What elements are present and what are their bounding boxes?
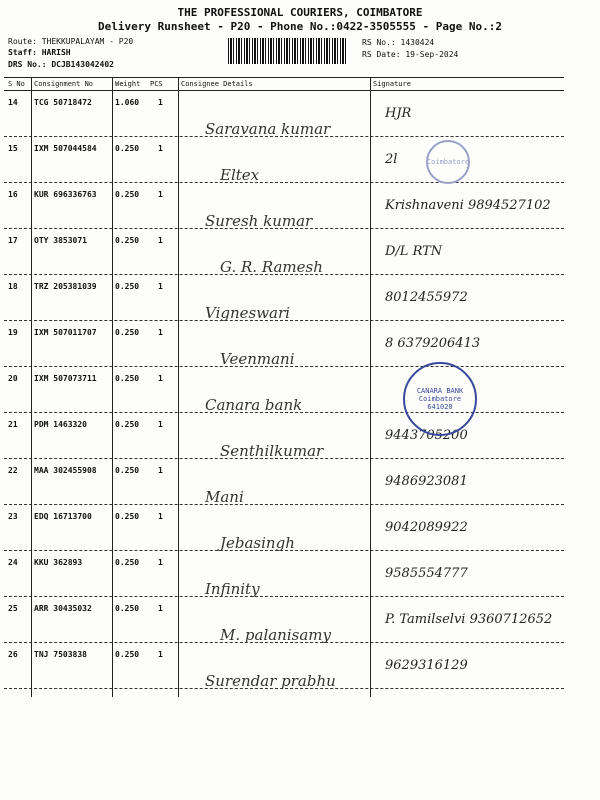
- column-divider: [178, 77, 179, 697]
- row-signature: HJR: [385, 106, 412, 121]
- row-consignment-no: TNJ 7503838: [34, 650, 87, 659]
- row-consignment-no: IXM 507011707: [34, 328, 97, 337]
- row-pcs: 1: [158, 374, 163, 383]
- column-divider: [370, 77, 371, 697]
- row-divider: [4, 136, 564, 137]
- row-weight: 0.250: [115, 420, 140, 429]
- row-consignment-no: TCG 50718472: [34, 98, 92, 107]
- row-pcs: 1: [158, 420, 163, 429]
- row-serial: 25: [8, 604, 18, 613]
- column-divider: [31, 77, 32, 697]
- row-consignee-name: Jebasingh: [220, 534, 295, 552]
- staff-label: Staff: HARISH: [8, 48, 71, 57]
- col-header-consignment: Consignment No: [34, 80, 94, 88]
- row-consignee-name: Infinity: [205, 580, 260, 598]
- row-consignee-name: G. R. Ramesh: [220, 258, 323, 276]
- row-pcs: 1: [158, 236, 163, 245]
- barcode: [228, 38, 348, 64]
- row-divider: [4, 412, 564, 413]
- col-header-signature: Signature: [373, 80, 411, 88]
- row-consignment-no: OTY 3853071: [34, 236, 87, 245]
- row-consignment-no: PDM 1463320: [34, 420, 87, 429]
- header-bottom-border: [4, 90, 564, 91]
- row-consignee-name: Suresh kumar: [205, 212, 313, 230]
- row-serial: 26: [8, 650, 18, 659]
- row-consignee-name: Canara bank: [205, 396, 303, 414]
- row-signature: 9629316129: [385, 658, 468, 673]
- row-signature: 9042089922: [385, 520, 468, 535]
- row-serial: 24: [8, 558, 18, 567]
- row-divider: [4, 320, 564, 321]
- row-pcs: 1: [158, 282, 163, 291]
- row-serial: 16: [8, 190, 18, 199]
- row-pcs: 1: [158, 328, 163, 337]
- company-title: THE PROFESSIONAL COURIERS, COIMBATORE: [177, 6, 423, 19]
- column-divider: [112, 77, 113, 697]
- row-signature: 2l: [385, 152, 398, 167]
- col-header-pcs: PCS: [150, 80, 163, 88]
- bank-stamp: CANARA BANK Coimbatore 641020: [403, 362, 477, 436]
- row-serial: 17: [8, 236, 18, 245]
- row-divider: [4, 550, 564, 551]
- row-divider: [4, 504, 564, 505]
- row-consignment-no: IXM 507044584: [34, 144, 97, 153]
- row-divider: [4, 274, 564, 275]
- row-consignee-name: Vigneswari: [205, 304, 290, 322]
- col-header-sno: S No: [8, 80, 25, 88]
- row-consignee-name: M. palanisamy: [220, 626, 331, 644]
- row-pcs: 1: [158, 466, 163, 475]
- row-weight: 0.250: [115, 558, 140, 567]
- row-consignment-no: ARR 30435032: [34, 604, 92, 613]
- rs-number: RS No.: 1430424: [362, 38, 435, 47]
- row-signature: D/L RTN: [385, 244, 443, 259]
- row-serial: 15: [8, 144, 18, 153]
- drs-label: DRS No.: DCJB143042402: [8, 60, 114, 69]
- row-pcs: 1: [158, 98, 163, 107]
- row-serial: 14: [8, 98, 18, 107]
- row-pcs: 1: [158, 144, 163, 153]
- row-divider: [4, 688, 564, 689]
- row-weight: 0.250: [115, 190, 140, 199]
- row-pcs: 1: [158, 558, 163, 567]
- row-signature: P. Tamilselvi 9360712652: [385, 612, 553, 627]
- row-serial: 20: [8, 374, 18, 383]
- row-divider: [4, 228, 564, 229]
- row-serial: 22: [8, 466, 18, 475]
- row-divider: [4, 596, 564, 597]
- row-weight: 0.250: [115, 282, 140, 291]
- row-weight: 0.250: [115, 512, 140, 521]
- col-header-weight: Weight: [115, 80, 141, 88]
- row-serial: 18: [8, 282, 18, 291]
- row-divider: [4, 182, 564, 183]
- row-weight: 0.250: [115, 236, 140, 245]
- rs-date: RS Date: 19-Sep-2024: [362, 50, 459, 59]
- row-divider: [4, 642, 564, 643]
- row-signature: 9443705200: [385, 428, 468, 443]
- row-serial: 21: [8, 420, 18, 429]
- row-consignee-name: Surendar prabhu: [205, 672, 336, 690]
- row-pcs: 1: [158, 190, 163, 199]
- row-divider: [4, 366, 564, 367]
- row-weight: 0.250: [115, 466, 140, 475]
- row-weight: 0.250: [115, 374, 140, 383]
- row-signature: Krishnaveni 9894527102: [385, 198, 551, 213]
- col-header-consignee: Consignee Details: [181, 80, 253, 88]
- row-serial: 23: [8, 512, 18, 521]
- row-divider: [4, 458, 564, 459]
- row-weight: 0.250: [115, 144, 140, 153]
- row-pcs: 1: [158, 604, 163, 613]
- runsheet-subtitle: Delivery Runsheet - P20 - Phone No.:0422-3505555 - Page No.:2: [98, 20, 502, 33]
- row-pcs: 1: [158, 650, 163, 659]
- table-top-border: [4, 77, 564, 78]
- row-consignee-name: Mani: [205, 488, 244, 506]
- row-signature: 8 6379206413: [385, 336, 481, 351]
- row-consignee-name: Senthilkumar: [220, 442, 324, 460]
- row-consignment-no: KKU 362893: [34, 558, 83, 567]
- row-consignee-name: Eltex: [220, 166, 260, 184]
- row-signature: 9585554777: [385, 566, 468, 581]
- row-signature: 9486923081: [385, 474, 468, 489]
- row-serial: 19: [8, 328, 18, 337]
- row-consignment-no: TRZ 205381039: [34, 282, 97, 291]
- row-weight: 0.250: [115, 328, 140, 337]
- small-stamp: Coimbatore: [426, 140, 470, 184]
- row-weight: 1.060: [115, 98, 140, 107]
- row-weight: 0.250: [115, 650, 140, 659]
- row-consignment-no: KUR 696336763: [34, 190, 97, 199]
- row-signature: 8012455972: [385, 290, 468, 305]
- row-consignee-name: Veenmani: [220, 350, 295, 368]
- row-consignment-no: EDQ 16713700: [34, 512, 92, 521]
- row-consignee-name: Saravana kumar: [205, 120, 331, 138]
- row-pcs: 1: [158, 512, 163, 521]
- route-label: Route: THEKKUPALAYAM - P20: [8, 37, 134, 46]
- row-consignment-no: IXM 507073711: [34, 374, 97, 383]
- row-consignment-no: MAA 302455908: [34, 466, 97, 475]
- row-weight: 0.250: [115, 604, 140, 613]
